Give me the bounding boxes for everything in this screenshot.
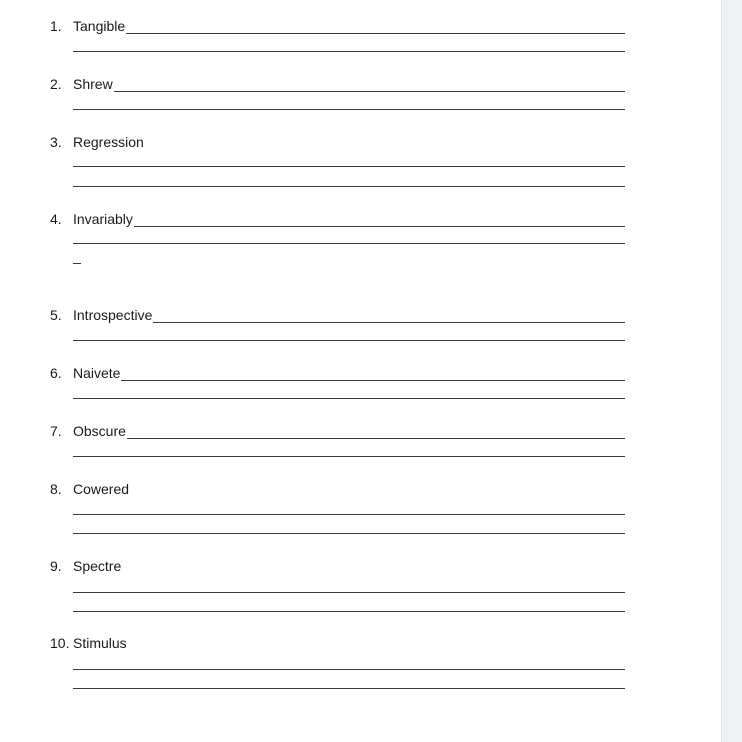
- answer-line: [73, 514, 625, 515]
- item-number: 8.: [50, 481, 62, 497]
- item-term: Spectre: [73, 558, 122, 574]
- answer-line: [73, 33, 625, 34]
- item-number: 10.: [50, 635, 70, 651]
- answer-line: [73, 109, 625, 110]
- vocab-item-9: [0, 558, 721, 578]
- item-number: 9.: [50, 558, 62, 574]
- item-number: 1.: [50, 18, 62, 34]
- answer-line: [73, 380, 625, 381]
- item-number: 5.: [50, 307, 62, 323]
- answer-line: [73, 91, 625, 92]
- vocab-item-8: [0, 481, 721, 501]
- vocab-item-10: [0, 635, 721, 655]
- item-number: 6.: [50, 365, 62, 381]
- item-term: Invariably: [73, 211, 133, 227]
- item-term: Introspective: [73, 307, 153, 323]
- item-term: Tangible: [73, 18, 126, 34]
- item-term: Obscure: [73, 423, 126, 439]
- vocab-item-1: [0, 18, 721, 38]
- answer-line: [73, 669, 625, 670]
- vocab-item-6: [0, 365, 721, 385]
- answer-line: [73, 340, 625, 341]
- answer-line: [73, 243, 625, 244]
- item-term: Stimulus: [73, 635, 127, 651]
- answer-line: [73, 611, 625, 612]
- item-number: 3.: [50, 134, 62, 150]
- answer-line: [73, 398, 625, 399]
- vocab-item-3: [0, 134, 721, 154]
- vocab-item-5: [0, 307, 721, 327]
- item-term: Shrew: [73, 76, 113, 92]
- item-term: Cowered: [73, 481, 130, 497]
- vocab-item-7: [0, 423, 721, 443]
- stray-dash: [73, 263, 81, 264]
- vocab-item-2: [0, 76, 721, 96]
- answer-line: [73, 322, 625, 323]
- vocab-item-4: [0, 211, 721, 231]
- item-number: 7.: [50, 423, 62, 439]
- answer-line: [73, 186, 625, 187]
- item-number: 4.: [50, 211, 62, 227]
- item-term: Naivete: [73, 365, 121, 381]
- item-number: 2.: [50, 76, 62, 92]
- answer-line: [73, 51, 625, 52]
- answer-line: [73, 438, 625, 439]
- answer-line: [73, 456, 625, 457]
- answer-line: [73, 533, 625, 534]
- answer-line: [73, 688, 625, 689]
- viewer-background: [721, 0, 742, 742]
- item-term: Regression: [73, 134, 144, 150]
- answer-line: [73, 226, 625, 227]
- answer-line: [73, 166, 625, 167]
- answer-line: [73, 592, 625, 593]
